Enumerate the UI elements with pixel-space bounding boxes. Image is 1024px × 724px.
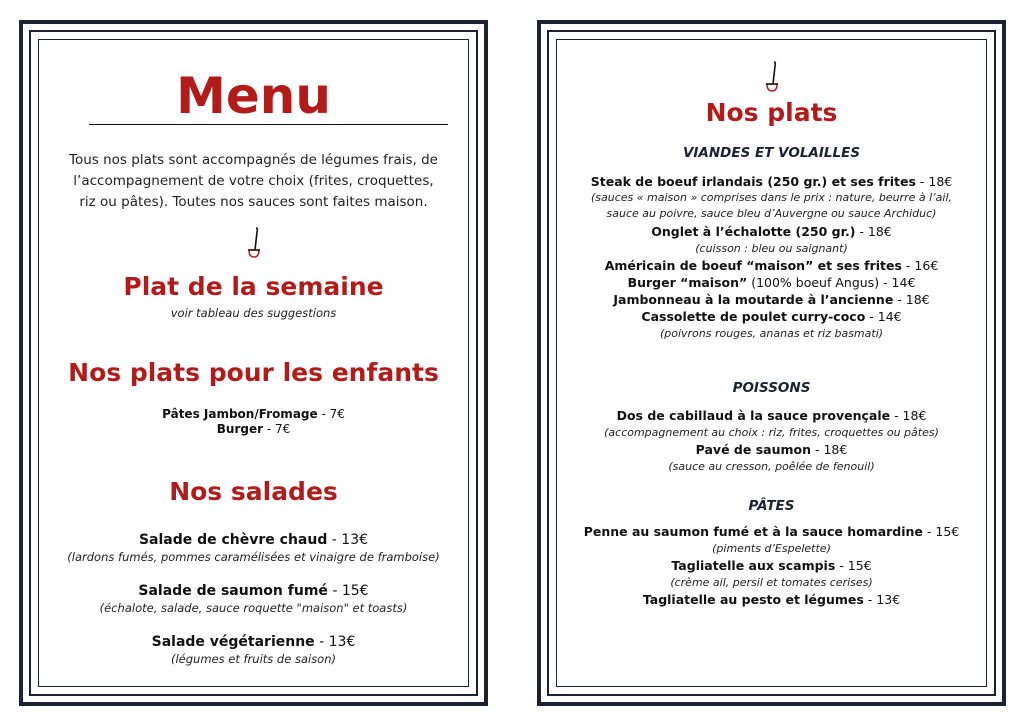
menu-item: Tagliatelle aux scampis - 15€ — [671, 558, 872, 573]
menu-item: Tagliatelle au pesto et légumes - 13€ — [642, 592, 901, 607]
menu-item-desc: (légumes et fruits de saison) — [171, 652, 336, 666]
intro-text: Tous nos plats sont accompagnés de légumes frais, de l’accompagnement de votre choix (frites, croquettes, riz ou pâtes). Toutes nos sauces sont faites maison. — [69, 152, 438, 210]
menu-item-desc: sauce au poivre, sauce bleu d’Auvergne ou sauce Archiduc) — [606, 207, 937, 220]
menu-item-desc: (poivrons rouges, ananas et riz basmati) — [659, 327, 884, 340]
menu-item-desc: (sauces « maison » comprises dans le prix : nature, beurre à l’ail, — [590, 191, 953, 204]
menu-item: Jambonneau à la moutarde à l’ancienne - 18€ — [613, 292, 930, 307]
menu-item: Burger - 7€ — [216, 422, 291, 436]
menu-item: Dos de cabillaud à la sauce provençale - 18€ — [616, 408, 927, 423]
category-pates: PÂTES — [748, 498, 795, 514]
menu-item-desc: (crème ail, persil et tomates cerises) — [670, 576, 873, 589]
menu-page-left — [19, 20, 488, 706]
menu-item: Steak de boeuf irlandais (250 gr.) et ses frites - 18€ — [590, 174, 953, 189]
salades-title: Nos salades — [169, 477, 338, 506]
menu-page-right — [537, 20, 1006, 706]
category-viandes: VIANDES ET VOLAILLES — [682, 145, 861, 161]
menu-item-desc: (piments d’Espelette) — [712, 542, 831, 555]
plat-semaine-subtitle: voir tableau des suggestions — [170, 306, 337, 320]
menu-item: Onglet à l’échalotte (250 gr.) - 18€ — [651, 224, 892, 239]
menu-item: Burger “maison” (100% boeuf Angus) - 14€ — [627, 275, 916, 290]
menu-item: Pâtes Jambon/Fromage - 7€ — [162, 407, 345, 421]
plat-semaine-title: Plat de la semaine — [123, 272, 384, 301]
menu-item: Américain de boeuf “maison” et ses frites - 16€ — [604, 258, 939, 273]
enfants-title: Nos plats pour les enfants — [68, 358, 439, 387]
menu-item: Cassolette de poulet curry-coco - 14€ — [641, 309, 902, 324]
menu-item-desc: (lardons fumés, pommes caramélisées et vinaigre de framboise) — [67, 550, 440, 564]
menu-item: Pavé de saumon - 18€ — [695, 442, 848, 457]
menu-item: Salade de chèvre chaud - 13€ — [138, 532, 369, 548]
title-divider — [89, 124, 448, 125]
ladle-icon — [763, 60, 781, 94]
category-poissons: POISSONS — [732, 380, 811, 396]
ladle-icon — [245, 226, 263, 260]
menu-item: Penne au saumon fumé et à la sauce homardine - 15€ — [583, 524, 960, 539]
menu-item-desc: (cuisson : bleu ou saignant) — [695, 242, 848, 255]
menu-item: Salade végétarienne - 13€ — [151, 634, 356, 650]
nos-plats-title: Nos plats — [705, 98, 838, 127]
menu-title: Menu — [176, 67, 331, 125]
menu-item-desc: (échalote, salade, sauce roquette "maison" et toasts) — [99, 601, 408, 615]
menu-item-desc: (sauce au cresson, poêlée de fenouil) — [668, 460, 875, 473]
menu-item: Salade de saumon fumé - 15€ — [138, 583, 369, 599]
menu-item-desc: (accompagnement au choix : riz, frites, croquettes ou pâtes) — [604, 426, 939, 439]
